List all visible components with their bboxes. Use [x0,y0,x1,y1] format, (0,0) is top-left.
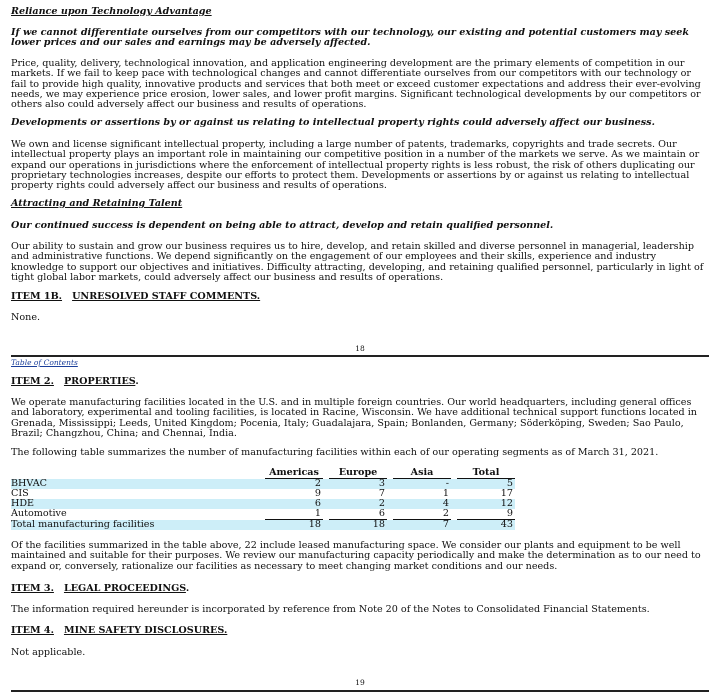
column-header: Europe [329,468,387,479]
cell-value: 5 [457,479,515,490]
cell-value: 18 [329,520,387,531]
item-number: ITEM 1B. [11,291,63,302]
cell-value: 4 [393,499,451,509]
table-row [11,489,515,499]
row-label: HDE [11,499,265,509]
page-number: 19 [355,678,365,687]
item-3-heading [11,584,709,594]
item-title: LEGAL PROCEEDINGS [63,583,186,594]
table-row [11,499,515,509]
cell-value: 1 [442,488,449,499]
item-title-period: . [185,583,190,594]
risk-factor-ip: Developments or assertions by or against us relating to intellectual property rights could adversely affect our business. [11,117,655,128]
item-1b-text: None. [11,312,41,323]
page-break-rule [11,355,709,357]
row-label: BHVAC [11,479,265,490]
cell-value: 18 [265,520,323,531]
cell-value: 1 [314,508,321,519]
page-number: 18 [355,344,365,353]
facilities-table [11,468,515,530]
cell-value: 9 [506,508,513,519]
item-title: UNRESOLVED STAFF COMMENTS. [72,291,261,302]
cell-value: 9 [314,488,321,499]
paragraph-talent: Our ability to sustain and grow our business requires us to hire, develop, and retain skilled and diverse personnel in managerial, leadership and administrative functions. We depend significantly on the engagement of our employees and their skills, experience and industry knowledge to support our objectives and initiatives. Difficulty attracting, developing, and retaining qualified personnel, particularly in light of tight global labor markets, could adversely affect our business and results of operations. [11,241,704,284]
cell-value: 7 [378,488,385,499]
item-number: ITEM 4. [11,625,54,636]
item-4-heading [11,626,709,636]
paragraph-technology: Price, quality, delivery, technological innovation, and application engineering development are the primary elements of competition in our markets. If we fail to keep pace with technological changes and cannot differentiate ourselves from our competitors with our technology or fail to provide high quality, innovative products and services that both meet or exceed customer expectations and address their ever-evolving needs, we may experience price erosion, lower sales, and lower profit margins. Significant technological developments by our competitors or others also could adversely affect our business and results of operations. [11,58,701,111]
column-header: Americas [265,468,323,479]
cell-value: - [393,479,451,490]
table-header-row [11,468,515,479]
table-row [11,479,515,490]
section-heading-technology: Reliance upon Technology Advantage [11,6,212,17]
table-of-contents-link[interactable]: Table of Contents [11,358,78,367]
risk-factor-talent: Our continued success is dependent on being able to attract, develop and retain qualified personnel. [11,220,554,231]
paragraph-table-intro: The following table summarizes the number of manufacturing facilities within each of our operating segments as of March 31, 2021. [11,447,659,458]
cell-value: 2 [265,479,323,490]
cell-value: 43 [457,520,515,531]
table-row [11,509,515,520]
cell-value: 7 [393,520,451,531]
item-4-text: Not applicable. [11,647,86,658]
cell-value: 6 [265,499,323,509]
cell-value: 2 [442,508,449,519]
cell-value: 12 [457,499,515,509]
risk-factor-technology: If we cannot differentiate ourselves from our competitors with our technology, our existing and potential customers may seek lower prices and our sales and earnings may be adversely affected. [11,27,690,49]
item-3-text: The information required hereunder is incorporated by reference from Note 20 of the Notes to Consolidated Financial Statements. [11,604,650,615]
row-label: Total manufacturing facilities [11,520,265,531]
item-2-heading [11,377,709,387]
row-label: Automotive [11,508,67,520]
item-number: ITEM 3. [11,583,54,594]
row-label: CIS [11,488,29,499]
item-number: ITEM 2. [11,376,54,387]
item-title-period: . [135,376,139,387]
table-total-row [11,520,515,531]
cell-value: 6 [378,508,385,519]
column-header: Asia [393,468,451,479]
item-1b-heading [11,292,709,302]
item-title: PROPERTIES [63,376,136,387]
paragraph-facilities-summary: Of the facilities summarized in the table above, 22 include leased manufacturing space. We consider our plants and equipment to be well maintained and suitable for their purposes. We review our manufacturing capacity periodically and make the determination as to our need to expand or, conversely, rationalize our facilities as necessary to meet changing market conditions and our needs. [11,540,701,572]
page-break-rule [11,690,709,692]
paragraph-properties: We operate manufacturing facilities located in the U.S. and in multiple foreign countries. Our world headquarters, including general offices and laboratory, experimental and tooling facilities, is located in Racine, Wisconsin. We have additional technical support functions located in Grenada, Mississippi; Leeds, United Kingdom; Pocenia, Italy; Guadalajara, Spain; Bonlanden, Germany; Söderköping, Sweden; Sao Paulo, Brazil; Changzhou, China; and Chennai, India. [11,397,697,440]
section-heading-talent: Attracting and Retaining Talent [11,198,183,209]
column-header: Total [457,468,515,479]
cell-value: 3 [329,479,387,490]
paragraph-ip: We own and license significant intellectual property, including a large number of patents, trademarks, copyrights and trade secrets. Our intellectual property plays an important role in maintaining our competitive position in a number of the markets we serve. As we maintain or expand our operations in jurisdictions where the enforcement of intellectual property rights is less robust, the risk of others duplicating our proprietary technologies increases, despite our efforts to protect them. Developments or assertions by or against us relating to intellectual property rights could adversely affect our business and results of operations. [11,139,700,192]
item-title: MINE SAFETY DISCLOSURES. [63,625,228,636]
cell-value: 2 [329,499,387,509]
cell-value: 17 [500,488,513,499]
